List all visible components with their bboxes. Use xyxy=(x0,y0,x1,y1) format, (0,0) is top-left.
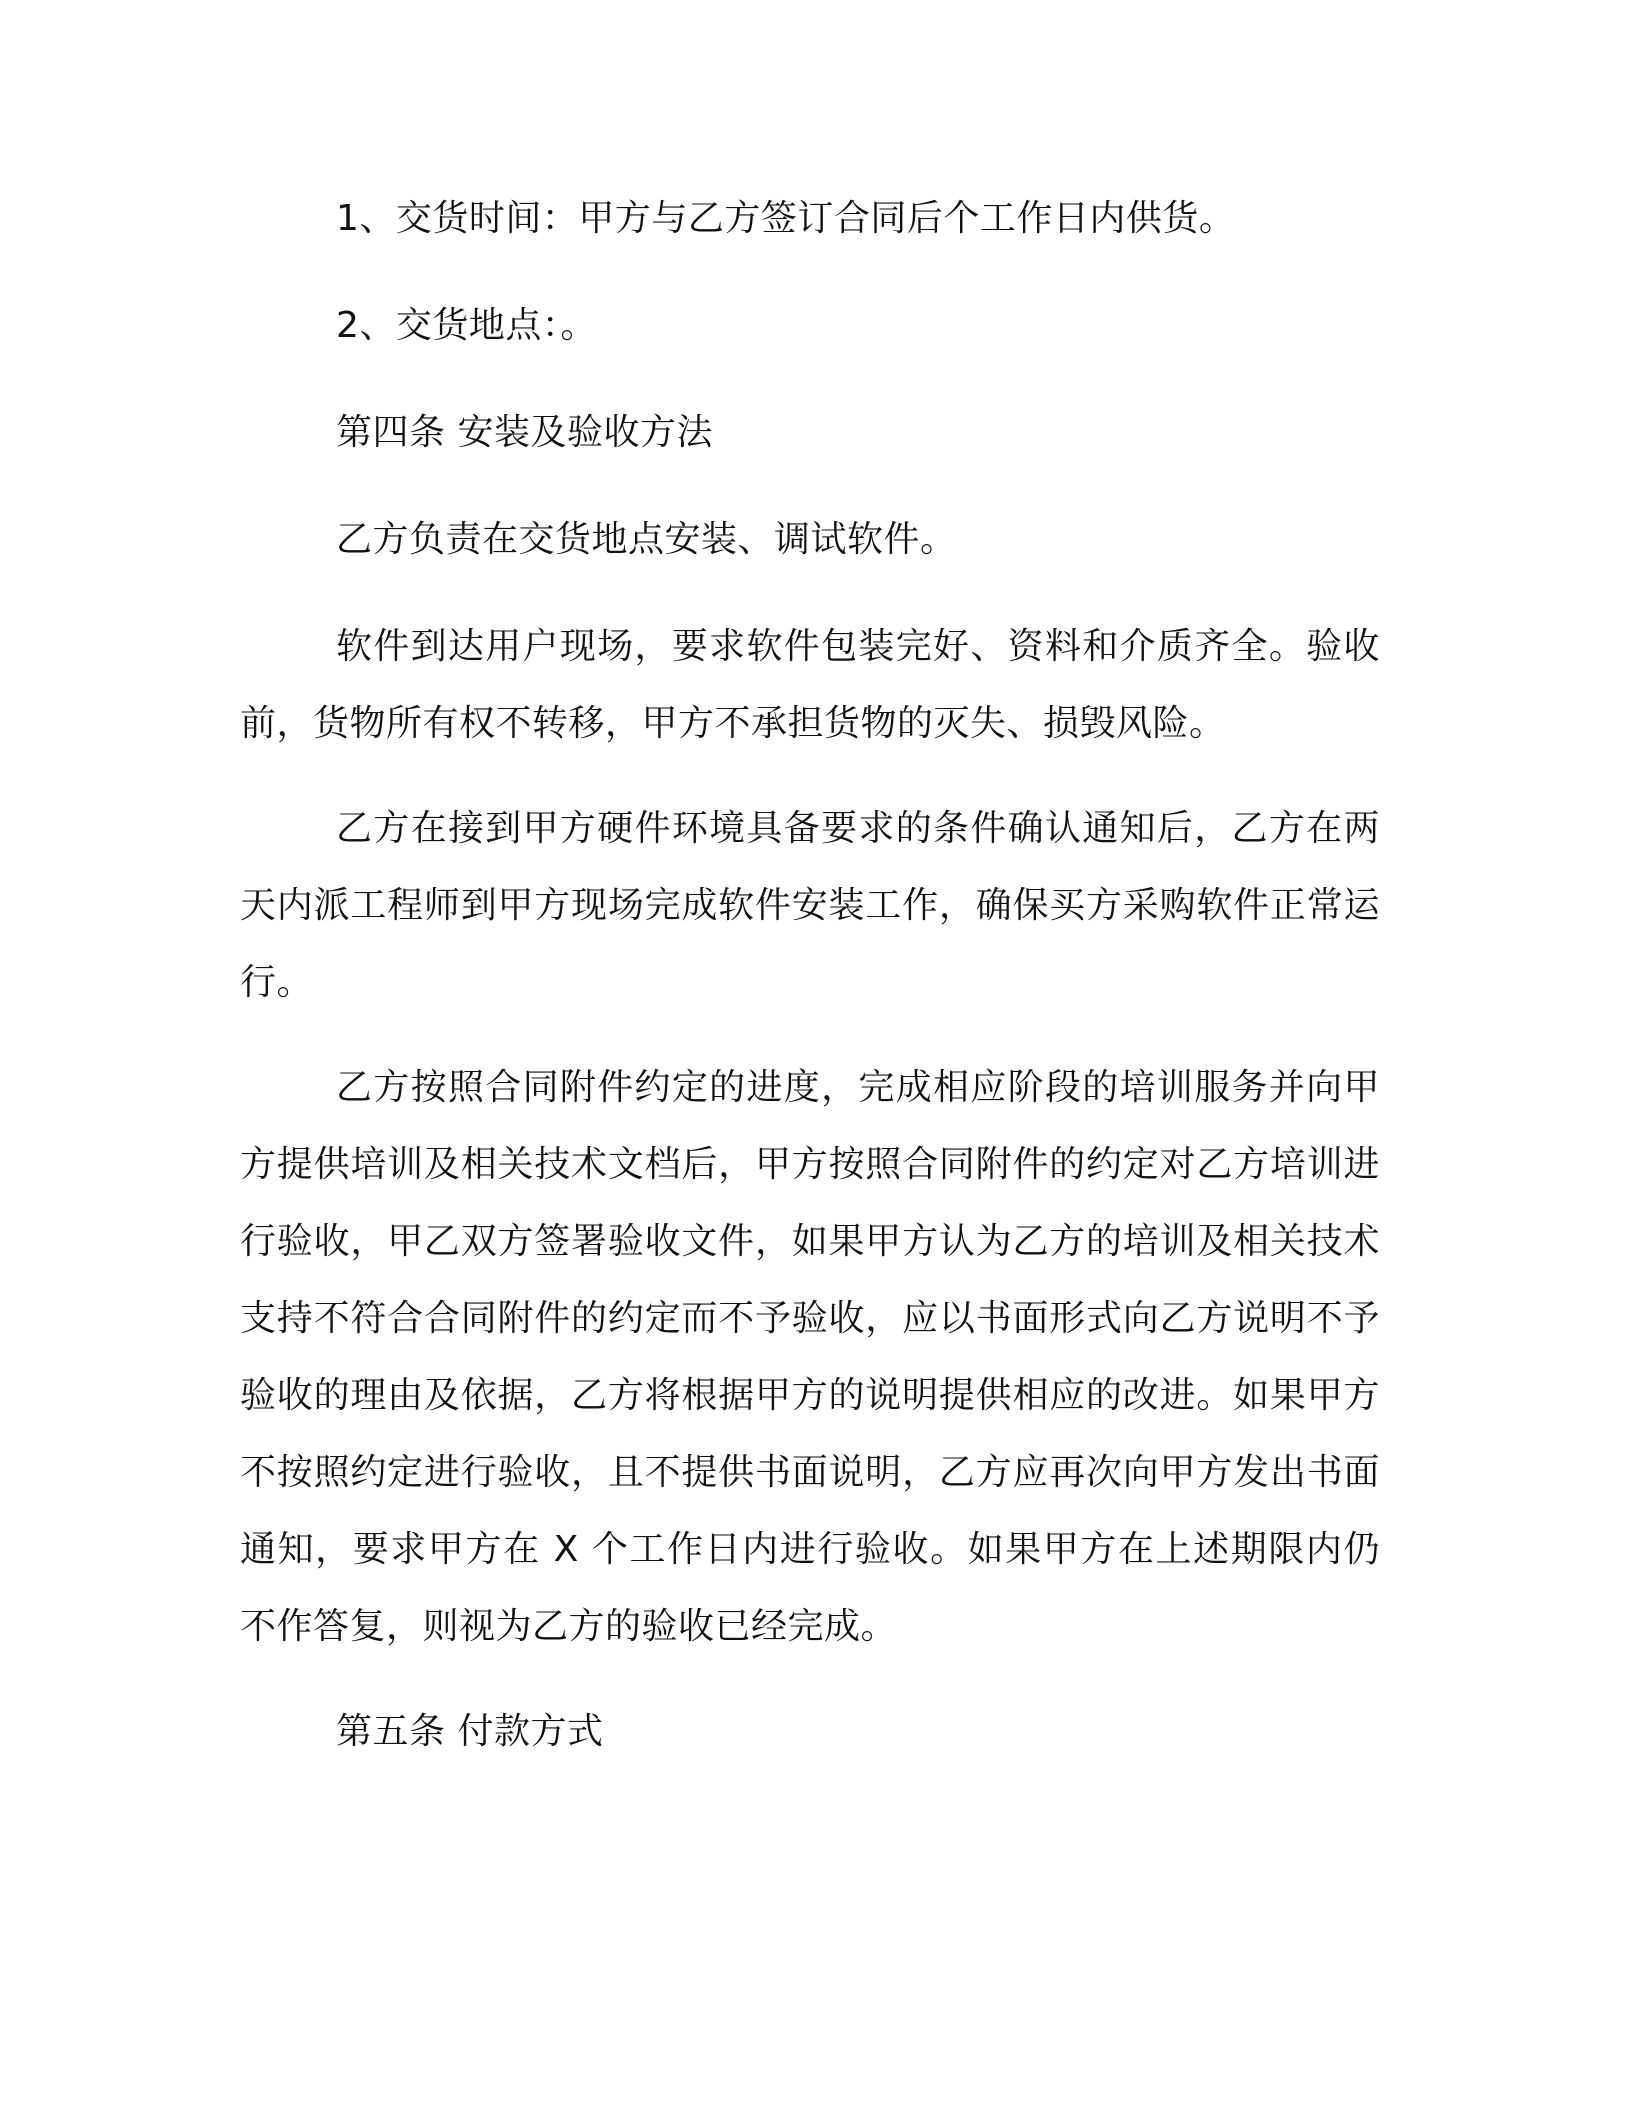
paragraph-delivery-place: 2、交货地点：。 xyxy=(336,305,597,346)
paragraph-training-acceptance: 乙方按照合同附件约定的进度，完成相应阶段的培训服务并向甲方提供培训及相关技术文档后，甲方按照合同附件的约定对乙方培训进行验收，甲乙双方签署验收文件，如果甲方认为乙方的培训及相关技术支持不符合合同附件的约定而不予验收，应以书面形式向乙方说明不予验收的理由及依据，乙方将根据甲方的说明提供相应的改进。如果甲方不按照约定进行验收，且不提供书面说明，乙方应再次向甲方发出书面通知，要求甲方在 X 个工作日内进行验收。如果甲方在上述期限内仍不作答复，则视为乙方的验收已经完成。 xyxy=(240,1067,1380,1647)
paragraph-delivery-time: 1、交货时间：甲方与乙方签订合同后个工作日内供货。 xyxy=(336,198,1236,239)
paragraph-engineer-dispatch: 乙方在接到甲方硬件环境具备要求的条件确认通知后，乙方在两天内派工程师到甲方现场完成软件安装工作，确保买方采购软件正常运行。 xyxy=(240,808,1380,1003)
document-body xyxy=(240,180,1380,1770)
paragraph-installation: 乙方负责在交货地点安装、调试软件。 xyxy=(336,519,957,560)
section-heading-article-4: 第四条 安装及验收方法 xyxy=(336,412,713,453)
paragraph-arrival-requirements: 软件到达用户现场，要求软件包装完好、资料和介质齐全。验收前，货物所有权不转移，甲方不承担货物的灭失、损毁风险。 xyxy=(240,626,1380,744)
section-heading-article-5: 第五条 付款方式 xyxy=(336,1711,604,1752)
